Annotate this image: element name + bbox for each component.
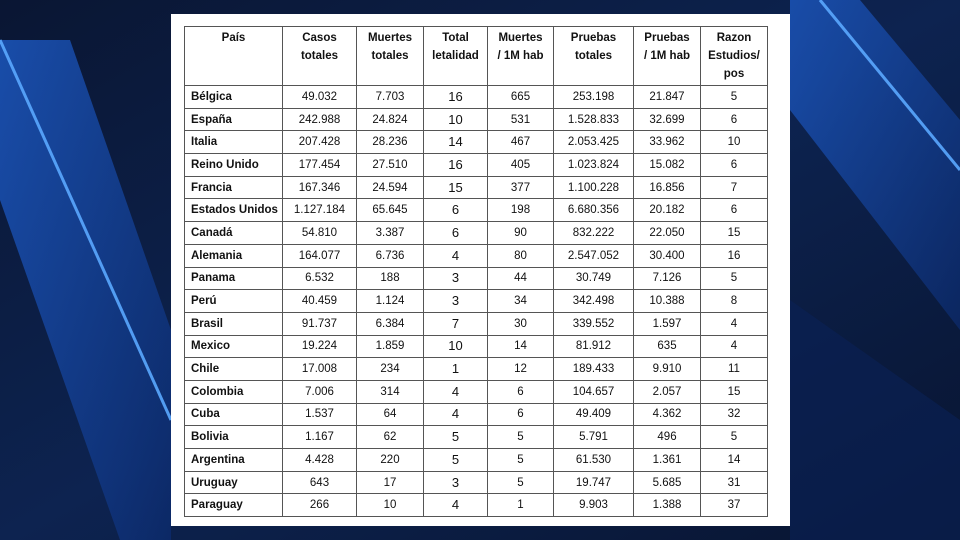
cell-pruebas-totales: 339.552 [554,312,634,335]
column-header-line: Pruebas [644,32,690,44]
cell-pruebas-1m-hab: 4.362 [634,403,701,426]
cell-muertes-1m-hab: 5 [488,426,554,449]
cell-casos-totales: 40.459 [283,290,357,313]
cell-muertes-totales: 1.859 [357,335,424,358]
cell-razon-estudios-pos: 6 [701,199,768,222]
column-header-line: / 1M hab [497,50,544,62]
cell-pruebas-totales: 81.912 [554,335,634,358]
table-row [185,244,768,267]
country-cell: Cuba [185,403,283,426]
cell-muertes-1m-hab: 90 [488,222,554,245]
cell-pruebas-totales: 2.547.052 [554,244,634,267]
country-cell: Francia [185,176,283,199]
cell-pruebas-1m-hab: 30.400 [634,244,701,267]
cell-pruebas-1m-hab: 22.050 [634,222,701,245]
cell-total-letalidad: 10 [424,335,488,358]
cell-muertes-1m-hab: 34 [488,290,554,313]
cell-total-letalidad: 16 [424,154,488,177]
cell-pruebas-1m-hab: 2.057 [634,380,701,403]
cell-razon-estudios-pos: 16 [701,244,768,267]
column-header-total-letalidad [424,27,488,86]
country-cell: Bélgica [185,86,283,109]
cell-muertes-1m-hab: 80 [488,244,554,267]
table-header-row [185,27,768,86]
column-header-pruebas-totales [554,27,634,86]
cell-total-letalidad: 4 [424,403,488,426]
country-cell: Italia [185,131,283,154]
cell-casos-totales: 1.167 [283,426,357,449]
country-cell: Chile [185,358,283,381]
cell-total-letalidad: 4 [424,244,488,267]
cell-total-letalidad: 16 [424,86,488,109]
cell-muertes-totales: 7.703 [357,86,424,109]
cell-casos-totales: 17.008 [283,358,357,381]
cell-pruebas-1m-hab: 10.388 [634,290,701,313]
cell-muertes-totales: 10 [357,494,424,517]
table-row [185,335,768,358]
country-cell: Argentina [185,449,283,472]
cell-pruebas-totales: 30.749 [554,267,634,290]
cell-muertes-totales: 24.594 [357,176,424,199]
covid-statistics-table [184,26,768,517]
table-row [185,494,768,517]
cell-razon-estudios-pos: 15 [701,380,768,403]
cell-razon-estudios-pos: 6 [701,154,768,177]
cell-muertes-totales: 27.510 [357,154,424,177]
column-header-line: letalidad [432,50,479,62]
cell-total-letalidad: 15 [424,176,488,199]
cell-muertes-totales: 17 [357,471,424,494]
cell-pruebas-1m-hab: 15.082 [634,154,701,177]
table-row [185,222,768,245]
cell-muertes-1m-hab: 12 [488,358,554,381]
cell-pruebas-1m-hab: 1.361 [634,449,701,472]
cell-muertes-totales: 24.824 [357,108,424,131]
cell-casos-totales: 643 [283,471,357,494]
cell-muertes-totales: 6.384 [357,312,424,335]
cell-razon-estudios-pos: 4 [701,335,768,358]
cell-total-letalidad: 1 [424,358,488,381]
cell-pruebas-1m-hab: 7.126 [634,267,701,290]
cell-muertes-totales: 220 [357,449,424,472]
cell-casos-totales: 1.127.184 [283,199,357,222]
cell-muertes-totales: 6.736 [357,244,424,267]
cell-casos-totales: 1.537 [283,403,357,426]
cell-pruebas-totales: 253.198 [554,86,634,109]
cell-total-letalidad: 6 [424,199,488,222]
cell-total-letalidad: 4 [424,494,488,517]
cell-total-letalidad: 3 [424,471,488,494]
cell-razon-estudios-pos: 11 [701,358,768,381]
cell-casos-totales: 19.224 [283,335,357,358]
table-row [185,471,768,494]
cell-casos-totales: 4.428 [283,449,357,472]
cell-total-letalidad: 10 [424,108,488,131]
table-row [185,358,768,381]
cell-muertes-totales: 1.124 [357,290,424,313]
column-header-pruebas-1m-hab [634,27,701,86]
column-header-line: / 1M hab [643,50,690,62]
cell-muertes-1m-hab: 5 [488,449,554,472]
cell-muertes-totales: 314 [357,380,424,403]
column-header-line: Total [442,32,469,44]
table-row [185,154,768,177]
cell-casos-totales: 164.077 [283,244,357,267]
column-header-pais [185,27,283,86]
cell-pruebas-totales: 49.409 [554,403,634,426]
cell-casos-totales: 177.454 [283,154,357,177]
country-cell: Paraguay [185,494,283,517]
cell-muertes-totales: 234 [357,358,424,381]
cell-casos-totales: 54.810 [283,222,357,245]
cell-total-letalidad: 5 [424,449,488,472]
country-cell: Bolivia [185,426,283,449]
cell-total-letalidad: 14 [424,131,488,154]
cell-pruebas-totales: 2.053.425 [554,131,634,154]
cell-pruebas-totales: 6.680.356 [554,199,634,222]
table-row [185,403,768,426]
column-header-muertes-1m-hab [488,27,554,86]
column-header-muertes-totales [357,27,424,86]
table-row [185,380,768,403]
cell-muertes-1m-hab: 30 [488,312,554,335]
cell-razon-estudios-pos: 15 [701,222,768,245]
country-cell: Panama [185,267,283,290]
cell-pruebas-totales: 9.903 [554,494,634,517]
cell-muertes-totales: 64 [357,403,424,426]
cell-muertes-1m-hab: 198 [488,199,554,222]
cell-casos-totales: 242.988 [283,108,357,131]
cell-total-letalidad: 5 [424,426,488,449]
cell-razon-estudios-pos: 10 [701,131,768,154]
country-cell: Brasil [185,312,283,335]
column-header-casos-totales [283,27,357,86]
cell-pruebas-totales: 1.528.833 [554,108,634,131]
country-cell: Mexico [185,335,283,358]
cell-total-letalidad: 3 [424,267,488,290]
cell-pruebas-totales: 1.100.228 [554,176,634,199]
table-row [185,199,768,222]
country-cell: Canadá [185,222,283,245]
country-cell: Uruguay [185,471,283,494]
country-cell: Alemania [185,244,283,267]
table-row [185,426,768,449]
cell-total-letalidad: 6 [424,222,488,245]
cell-pruebas-totales: 61.530 [554,449,634,472]
column-header-line: Razon [716,32,752,44]
cell-pruebas-totales: 5.791 [554,426,634,449]
cell-total-letalidad: 7 [424,312,488,335]
cell-muertes-totales: 188 [357,267,424,290]
cell-razon-estudios-pos: 6 [701,108,768,131]
cell-total-letalidad: 3 [424,290,488,313]
column-header-line: Muertes [498,32,543,44]
cell-pruebas-1m-hab: 20.182 [634,199,701,222]
cell-muertes-1m-hab: 531 [488,108,554,131]
cell-muertes-totales: 65.645 [357,199,424,222]
table-row [185,131,768,154]
cell-casos-totales: 167.346 [283,176,357,199]
cell-muertes-1m-hab: 14 [488,335,554,358]
cell-razon-estudios-pos: 32 [701,403,768,426]
cell-casos-totales: 7.006 [283,380,357,403]
country-cell: España [185,108,283,131]
column-header-line: totales [300,50,339,62]
table-row [185,312,768,335]
cell-razon-estudios-pos: 5 [701,426,768,449]
cell-pruebas-1m-hab: 1.597 [634,312,701,335]
cell-pruebas-totales: 1.023.824 [554,154,634,177]
cell-razon-estudios-pos: 5 [701,86,768,109]
cell-muertes-1m-hab: 377 [488,176,554,199]
column-header-line: Casos [302,32,337,44]
cell-razon-estudios-pos: 14 [701,449,768,472]
cell-casos-totales: 6.532 [283,267,357,290]
column-header-line: totales [574,50,613,62]
cell-razon-estudios-pos: 37 [701,494,768,517]
cell-razon-estudios-pos: 4 [701,312,768,335]
cell-casos-totales: 207.428 [283,131,357,154]
cell-pruebas-totales: 189.433 [554,358,634,381]
cell-pruebas-1m-hab: 9.910 [634,358,701,381]
cell-muertes-1m-hab: 405 [488,154,554,177]
cell-muertes-totales: 28.236 [357,131,424,154]
cell-total-letalidad: 4 [424,380,488,403]
cell-pruebas-1m-hab: 496 [634,426,701,449]
table-row [185,267,768,290]
cell-pruebas-1m-hab: 1.388 [634,494,701,517]
column-header-line: Estudios/ [708,50,760,62]
column-header-razon-estudios-pos [701,27,768,86]
table-row [185,86,768,109]
cell-muertes-1m-hab: 5 [488,471,554,494]
cell-pruebas-totales: 342.498 [554,290,634,313]
cell-pruebas-1m-hab: 16.856 [634,176,701,199]
cell-muertes-totales: 3.387 [357,222,424,245]
cell-razon-estudios-pos: 5 [701,267,768,290]
column-header-line: Pruebas [570,32,617,44]
cell-muertes-1m-hab: 44 [488,267,554,290]
cell-pruebas-totales: 19.747 [554,471,634,494]
cell-pruebas-1m-hab: 33.962 [634,131,701,154]
cell-muertes-totales: 62 [357,426,424,449]
cell-muertes-1m-hab: 467 [488,131,554,154]
column-header-line: Muertes [367,32,413,44]
cell-pruebas-1m-hab: 5.685 [634,471,701,494]
table-row [185,176,768,199]
country-cell: Estados Unidos [185,199,283,222]
cell-pruebas-totales: 104.657 [554,380,634,403]
cell-casos-totales: 91.737 [283,312,357,335]
cell-muertes-1m-hab: 6 [488,403,554,426]
document-sheet [171,14,790,526]
column-header-line: País [221,32,246,44]
cell-casos-totales: 49.032 [283,86,357,109]
country-cell: Reino Unido [185,154,283,177]
country-cell: Perú [185,290,283,313]
table-row [185,290,768,313]
country-cell: Colombia [185,380,283,403]
cell-pruebas-1m-hab: 635 [634,335,701,358]
table-row [185,449,768,472]
cell-razon-estudios-pos: 8 [701,290,768,313]
table-row [185,108,768,131]
cell-muertes-1m-hab: 665 [488,86,554,109]
cell-muertes-1m-hab: 1 [488,494,554,517]
cell-pruebas-1m-hab: 21.847 [634,86,701,109]
column-header-line: totales [371,50,409,62]
cell-muertes-1m-hab: 6 [488,380,554,403]
cell-pruebas-1m-hab: 32.699 [634,108,701,131]
cell-razon-estudios-pos: 31 [701,471,768,494]
cell-casos-totales: 266 [283,494,357,517]
cell-razon-estudios-pos: 7 [701,176,768,199]
cell-pruebas-totales: 832.222 [554,222,634,245]
column-header-line: pos [723,68,745,80]
table-body [185,86,768,517]
